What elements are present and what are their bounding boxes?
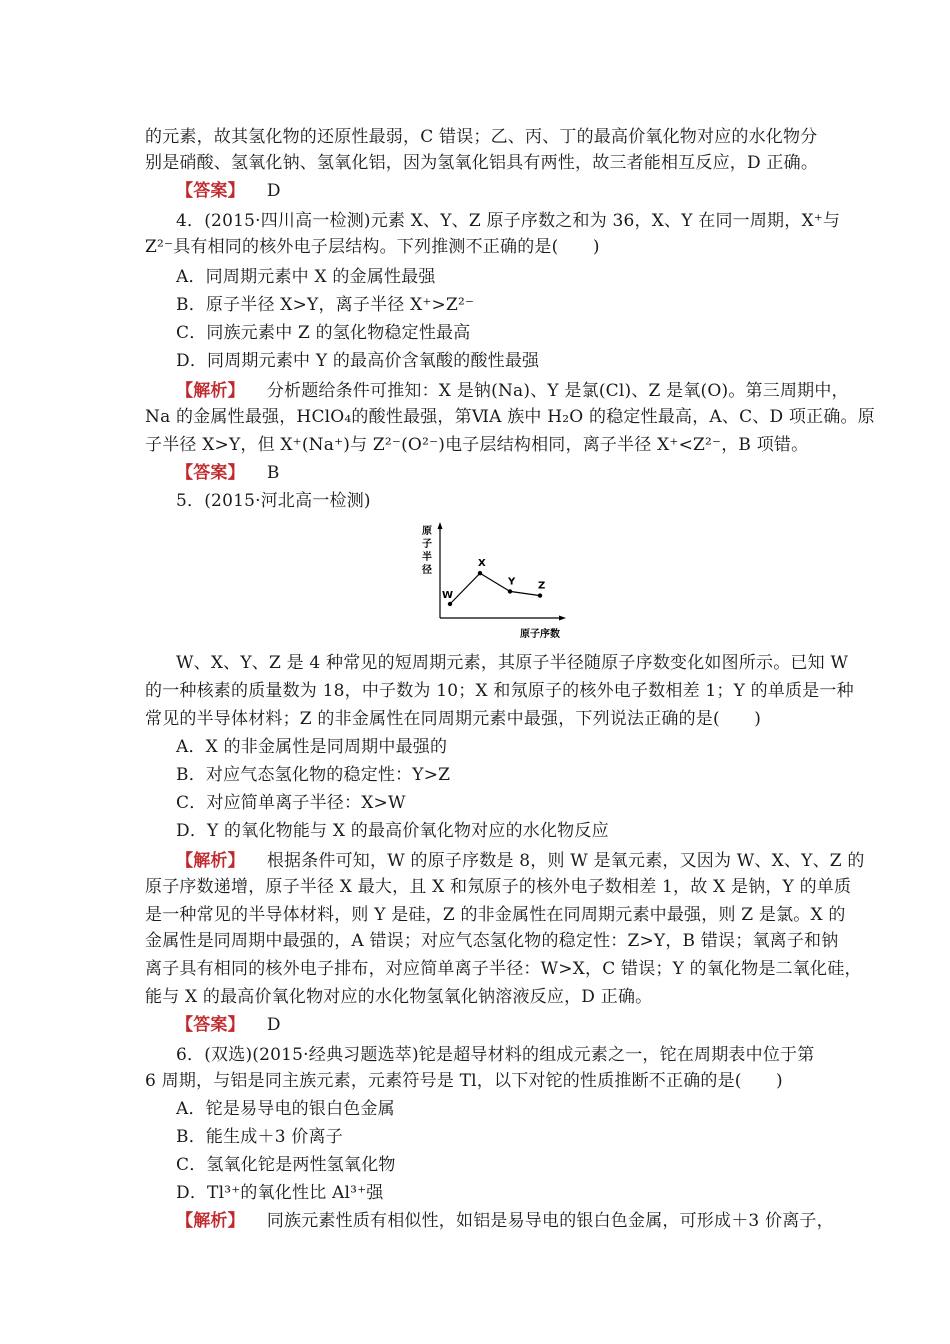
- line-text: 常见的半导体材料；Z 的非金属性在同周期元素中最强，下列说法正确的是( ): [145, 709, 762, 729]
- label-tag: 【解析】: [176, 1211, 245, 1231]
- text-line-l18: [176, 736, 856, 758]
- point-z: [538, 593, 542, 597]
- text-line-l22: [176, 850, 865, 872]
- text-line-l26: [145, 958, 862, 980]
- text-line-l30: [145, 1070, 825, 1092]
- line-text: 金属性是同周期中最强的，A 错误；对应气态氢化物的稳定性：Z>Y，B 错误；氧离子和钠: [145, 931, 839, 951]
- x-axis-arrow: [559, 616, 566, 621]
- line-text: 的元素，故其氢化物的还原性最弱，C 错误；乙、丙、丁的最高价氧化物对应的水化物分: [145, 127, 818, 147]
- line-text: 分析题给条件可推知：X 是钠(Na)、Y 是氯(Cl)、Z 是氧(O)。第三周期中，: [266, 381, 849, 401]
- text-line-l2: [145, 152, 825, 174]
- line-text: W、X、Y、Z 是 4 种常见的短周期元素，其原子半径随原子序数变化如图所示。已知 W: [176, 653, 849, 673]
- radius-line: [450, 573, 540, 604]
- text-line-l7: [176, 294, 856, 316]
- text-line-l6: [176, 266, 856, 288]
- text-line-l16: [145, 680, 854, 702]
- line-text: 同族元素性质有相似性，如铝是易导电的银白色金属，可形成＋3 价离子，: [266, 1211, 834, 1231]
- text-line-l24: [145, 904, 846, 926]
- line-text: B．原子半径 X>Y，离子半径 X⁺>Z²⁻: [176, 295, 475, 315]
- label-tag: 【答案】: [176, 181, 245, 201]
- line-text: D: [266, 181, 281, 201]
- line-text: 能与 X 的最高价氧化物对应的水化物氢氧化钠溶液反应，D 正确。: [145, 987, 653, 1007]
- text-line-l14: [176, 490, 856, 512]
- line-text: A．X 的非金属性是同周期中最强的: [176, 737, 448, 757]
- point-label-z: Z: [538, 580, 546, 592]
- line-text: Na 的金属性最强，HClO₄的酸性最强，第ⅥA 族中 H₂O 的稳定性最高，A、C、D 项正确。原: [145, 407, 875, 427]
- y-axis-arrow: [438, 522, 443, 529]
- text-line-l31: [176, 1098, 856, 1120]
- text-line-l13: [176, 462, 856, 484]
- line-text: 是一种常见的半导体材料，则 Y 是硅，Z 的非金属性在同周期元素中最强，则 Z 是氯。X 的: [145, 905, 846, 925]
- line-text: 6 周期，与铝是同主族元素，元素符号是 Tl，以下对铊的性质推断不正确的是( ): [145, 1071, 783, 1091]
- label-tag: 【解析】: [176, 381, 245, 401]
- y-label-1: 原: [422, 526, 432, 537]
- point-x: [478, 571, 482, 575]
- figure-marks: [442, 558, 545, 606]
- line-text: A．铊是易导电的银白色金属: [176, 1099, 395, 1119]
- text-line-l17: [145, 708, 825, 730]
- line-text: 的一种核素的质量数为 18，中子数为 10；X 和氖原子的核外电子数相差 1；Y 的单质是一种: [145, 681, 854, 701]
- text-line-l5: [145, 236, 825, 258]
- line-text: C．氢氧化铊是两性氢氧化物: [176, 1155, 396, 1175]
- line-text: 根据条件可知，W 的原子序数是 8，则 W 是氧元素，又因为 W、X、Y、Z 的: [266, 851, 865, 871]
- line-text: 子半径 X>Y，但 X⁺(Na⁺)与 Z²⁻(O²⁻)电子层结构相同，离子半径 X⁺<Z²⁻，B 项错。: [145, 435, 809, 455]
- atomic-radius-figure: [418, 520, 568, 642]
- text-line-l25: [145, 930, 839, 952]
- point-label-y: Y: [508, 576, 516, 588]
- text-line-l12: [145, 434, 825, 456]
- text-line-l8: [176, 322, 856, 344]
- text-line-l23: [145, 876, 852, 898]
- line-text: C．同族元素中 Z 的氢化物稳定性最高: [176, 323, 471, 343]
- y-label-2: 子: [422, 539, 432, 550]
- line-text: D．同周期元素中 Y 的最高价含氧酸的酸性最强: [176, 351, 540, 371]
- line-text: 别是硝酸、氢氧化钠、氢氧化铝，因为氢氧化铝具有两性，故三者能相互反应，D 正确。: [145, 153, 819, 173]
- point-y: [508, 589, 512, 593]
- label-tag: 【答案】: [176, 463, 245, 483]
- text-line-l15: [176, 652, 856, 674]
- text-line-l10: [176, 380, 856, 402]
- point-label-x: X: [478, 558, 486, 570]
- line-text: D．Tl³⁺的氧化性比 Al³⁺强: [176, 1183, 384, 1203]
- text-line-l35: [176, 1210, 856, 1232]
- line-text: B．对应气态氢化物的稳定性：Y>Z: [176, 765, 451, 785]
- line-text: B．能生成＋3 价离子: [176, 1127, 343, 1147]
- line-text: D．Y 的氧化物能与 X 的最高价氧化物对应的水化物反应: [176, 821, 609, 841]
- text-line-l19: [176, 764, 856, 786]
- text-line-l20: [176, 792, 856, 814]
- line-text: A．同周期元素中 X 的金属性最强: [176, 267, 436, 287]
- line-text: 6．(双选)(2015·经典习题选萃)铊是超导材料的组成元素之一，铊在周期表中位于第: [176, 1045, 815, 1065]
- line-text: 离子具有相同的核外电子排布，对应简单离子半径：W>X，C 错误；Y 的氧化物是二氧化硅，: [145, 959, 862, 979]
- text-line-l4: [176, 210, 856, 232]
- line-text: D: [266, 1015, 281, 1035]
- line-text: 5．(2015·河北高一检测): [176, 491, 371, 511]
- label-tag: 【答案】: [176, 1015, 245, 1035]
- atomic-radius-chart: [418, 520, 568, 642]
- text-line-l34: [176, 1182, 856, 1204]
- text-line-l3: [176, 180, 856, 202]
- text-line-l33: [176, 1154, 856, 1176]
- text-line-l27: [145, 986, 825, 1008]
- line-text: 4．(2015·四川高一检测)元素 X、Y、Z 原子序数之和为 36，X、Y 在同一周期，X⁺与: [176, 211, 841, 231]
- y-label-3: 半: [422, 552, 432, 563]
- y-label-4: 径: [422, 565, 432, 576]
- point-w: [448, 602, 452, 606]
- line-text: Z²⁻具有相同的核外电子层结构。下列推测不正确的是( ): [145, 237, 600, 257]
- point-label-w: W: [442, 590, 454, 601]
- text-line-l1: [145, 126, 825, 148]
- text-line-l32: [176, 1126, 856, 1148]
- text-line-l29: [176, 1044, 856, 1066]
- line-text: 原子序数递增，原子半径 X 最大，且 X 和氖原子的核外电子数相差 1，故 X 是钠，Y 的单质: [145, 877, 852, 897]
- line-text: C．对应简单离子半径：X>W: [176, 793, 406, 813]
- x-axis-label: 原子序数: [520, 629, 560, 640]
- text-line-l28: [176, 1014, 856, 1036]
- text-line-l21: [176, 820, 856, 842]
- text-line-l9: [176, 350, 856, 372]
- text-line-l11: [145, 406, 875, 428]
- label-tag: 【解析】: [176, 851, 245, 871]
- line-text: B: [266, 463, 280, 483]
